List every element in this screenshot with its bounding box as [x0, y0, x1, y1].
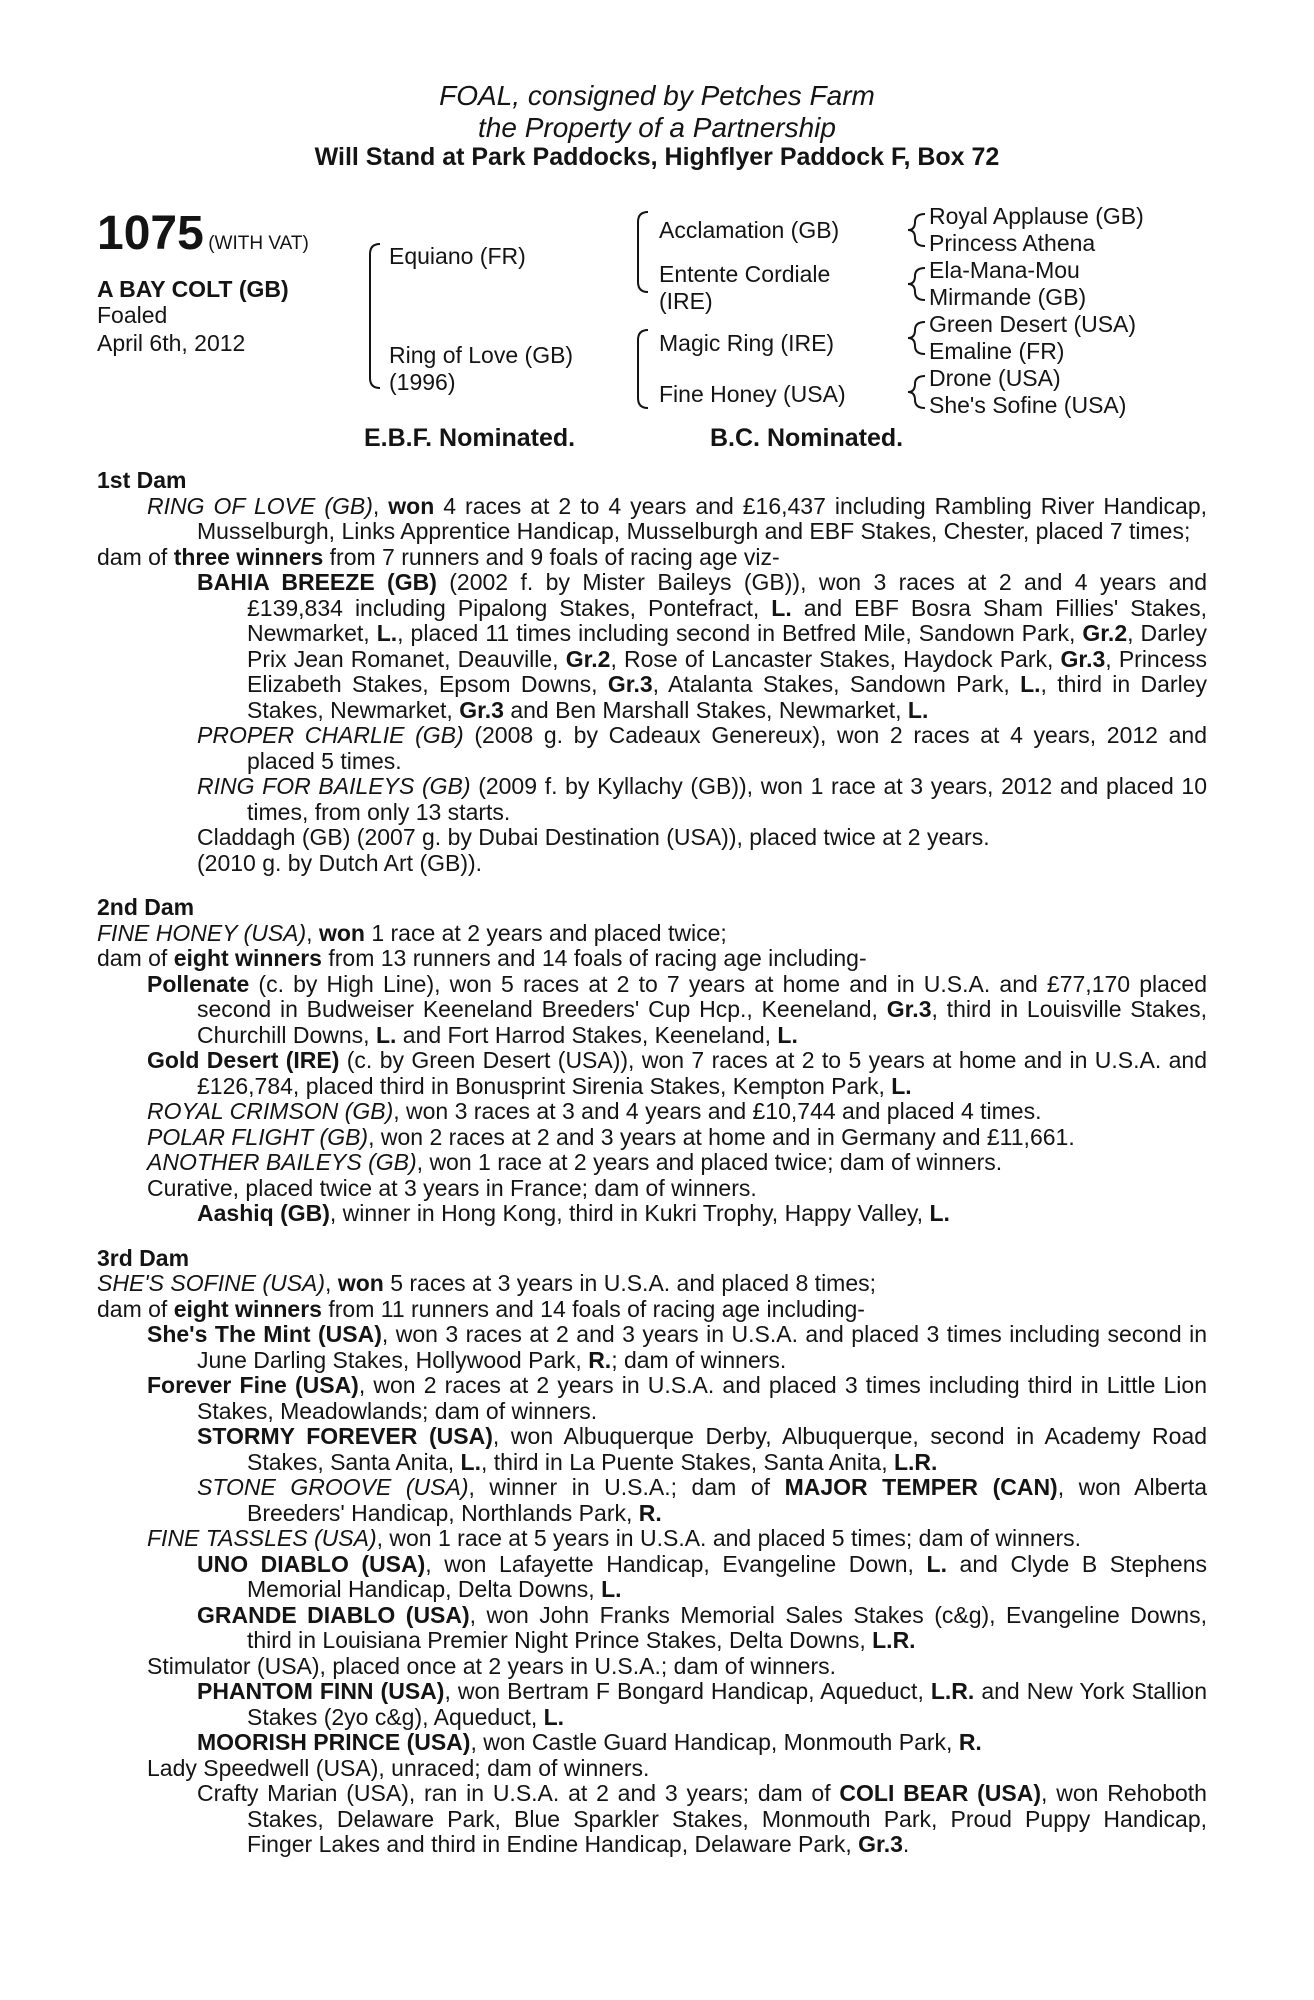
- text: , won 3 races at 3 and 4 years and £10,744 and placed 4 times.: [393, 1098, 1042, 1124]
- text: (2008 g. by Cadeaux Genereux), won 2 races at 4 years, 2012 and placed 5 times.: [247, 722, 1207, 774]
- bold-text: L.: [375, 1021, 397, 1048]
- section-heading: [97, 468, 1207, 494]
- pedigree-ggp-6: Emaline (FR): [929, 338, 1065, 364]
- record-paragraph: [97, 1424, 1207, 1475]
- record-paragraph: [97, 1322, 1207, 1373]
- italic-text: POLAR FLIGHT (GB): [147, 1123, 369, 1150]
- bold-text: won: [318, 919, 365, 946]
- italic-text: ANOTHER BAILEYS (GB): [147, 1149, 417, 1175]
- bold-text: L.R.: [872, 1627, 916, 1653]
- record-paragraph: [97, 946, 1207, 972]
- text: and Ben Marshall Stakes, Newmarket,: [503, 696, 908, 723]
- bold-text: L.: [777, 1021, 798, 1048]
- bold-text: She's The Mint (USA): [147, 1321, 382, 1347]
- text: , Rose of Lancaster Stakes, Haydock Park,: [610, 645, 1061, 672]
- record-paragraph: [97, 1781, 1207, 1858]
- bold-text: L.: [907, 696, 929, 723]
- pedigree-sire: Equiano (FR): [389, 243, 526, 269]
- bracket-dam-generation-2: [638, 330, 648, 408]
- text: ,: [325, 1270, 338, 1296]
- text: (2010 g. by Dutch Art (GB)).: [197, 849, 483, 876]
- text: Stimulator (USA), placed once at 2 years in U.S.A.; dam of winners.: [147, 1652, 837, 1679]
- bold-text: Gold Desert (IRE): [147, 1047, 340, 1073]
- pedigree-ggp-3: Ela-Mana-Mou: [929, 257, 1080, 283]
- text: , won 2 races at 2 and 3 years at home and in Germany and £11,661.: [368, 1123, 1075, 1150]
- pedigree-ggp-7: Drone (USA): [929, 365, 1061, 391]
- bold-text: Gr.3: [886, 996, 932, 1022]
- pedigree-ggp-1: Royal Applause (GB): [929, 203, 1144, 229]
- text: Lady Speedwell (USA), unraced; dam of winners.: [147, 1754, 650, 1781]
- italic-text: RING OF LOVE (GB): [147, 492, 373, 519]
- pedigree-sire-dam: Entente Cordiale: [659, 261, 831, 287]
- text: , Princess Elizabeth Stakes, Epsom Downs,: [247, 645, 1208, 697]
- bold-text: three winners: [173, 543, 324, 570]
- text: (2002 f. by Mister Baileys (GB)), won 3 races at 2 and 4 years and £139,834 including Pipalong Stakes, Pontefract,: [247, 569, 1207, 621]
- section-heading: [97, 1246, 1207, 1272]
- text: and Clyde B Stephens Memorial Handicap, Delta Downs,: [247, 1550, 1207, 1602]
- text: , won Rehoboth Stakes, Delaware Park, Blue Sparkler Stakes, Monmouth Park, Proud Puppy Handicap, Finger Lakes and third in Endine Handicap, Delaware Park,: [247, 1780, 1207, 1857]
- text: , won 1 race at 2 years and placed twice; dam of winners.: [416, 1149, 1003, 1175]
- bold-text: L.: [929, 1200, 950, 1226]
- text: and New York Stallion Stakes (2yo c&g), Aqueduct,: [247, 1678, 1207, 1730]
- bold-text: Gr.2: [1082, 620, 1128, 646]
- section-heading: [97, 895, 1207, 921]
- consignor-line: FOAL, consigned by Petches Farm: [439, 80, 875, 111]
- italic-text: FINE TASSLES (USA): [147, 1525, 377, 1551]
- text: 1 race at 2 years and placed twice;: [364, 919, 727, 946]
- italic-text: FINE HONEY (USA): [97, 919, 307, 946]
- record-paragraph: [97, 723, 1207, 774]
- text: ,: [306, 919, 319, 946]
- text: , winner in U.S.A.; dam of: [468, 1474, 785, 1500]
- record-paragraph: [97, 570, 1207, 723]
- text: ,: [372, 492, 389, 519]
- text: and EBF Bosra Sham Fillies' Stakes, Newmarket,: [247, 594, 1207, 646]
- text: , third in La Puente Stakes, Santa Anita,: [480, 1448, 894, 1475]
- text: dam of: [97, 945, 174, 971]
- italic-text: SHE'S SOFINE (USA): [97, 1270, 326, 1296]
- lot-number: 1075: [97, 207, 204, 260]
- record-paragraph: [97, 1679, 1207, 1730]
- pedigree-sire-sire: Acclamation (GB): [659, 217, 840, 243]
- pedigree-dam: Ring of Love (GB): [389, 342, 574, 368]
- text: , placed 11 times including second in Betfred Mile, Sandown Park,: [397, 620, 1083, 646]
- record-paragraph: [97, 825, 1207, 851]
- text: and Fort Harrod Stakes, Keeneland,: [396, 1021, 778, 1048]
- text: (2009 f. by Kyllachy (GB)), won 1 race at 3 years, 2012 and placed 10 times, from only 13 starts.: [247, 773, 1207, 825]
- bracket-g4: [908, 376, 925, 408]
- record-paragraph: [97, 494, 1207, 545]
- italic-text: PROPER CHARLIE (GB): [197, 722, 464, 748]
- pedigree-dam-sire: Magic Ring (IRE): [659, 330, 835, 356]
- bracket-g1: [908, 214, 925, 246]
- record-paragraph: [97, 1373, 1207, 1424]
- bold-text: MAJOR TEMPER (CAN): [784, 1474, 1058, 1500]
- text: (c. by Green Desert (USA)), won 7 races at 2 to 5 years at home and in U.S.A. and £126,784, placed third in Bonusprint Sirenia Stakes, Kempton Park,: [197, 1047, 1207, 1099]
- bold-text: L.: [376, 620, 398, 646]
- text: , won Lafayette Handicap, Evangeline Down,: [425, 1550, 927, 1577]
- text: , third in Darley Stakes, Newmarket,: [247, 671, 1207, 723]
- text: (c. by High Line), won 5 races at 2 to 7 years at home and in U.S.A. and £77,170 placed second in Budweiser Keeneland Breeders' Cup Hcp., Keeneland,: [197, 970, 1207, 1022]
- text: Crafty Marian (USA), ran in U.S.A. at 2 and 3 years; dam of: [197, 1780, 840, 1806]
- bold-text: Gr.3: [459, 696, 504, 723]
- pedigree-sire-dam-origin: (IRE): [659, 288, 713, 314]
- record-paragraph: [97, 1176, 1207, 1202]
- record-paragraph: [97, 1603, 1207, 1654]
- bold-text: L.: [460, 1448, 481, 1475]
- record-paragraph: [97, 1526, 1207, 1552]
- bold-text: Aashiq (GB): [197, 1200, 330, 1226]
- italic-text: ROYAL CRIMSON (GB): [147, 1098, 394, 1124]
- record-paragraph: [97, 1099, 1207, 1125]
- text: , won 2 races at 2 years in U.S.A. and placed 3 times including third in Little Lion Stakes, Meadowlands; dam of winners.: [197, 1372, 1207, 1424]
- bold-text: R.: [638, 1499, 662, 1526]
- bold-text: won: [337, 1270, 384, 1296]
- lot-title: A BAY COLT (GB): [97, 276, 289, 302]
- record-paragraph: [97, 1125, 1207, 1151]
- bold-text: GRANDE DIABLO (USA): [197, 1601, 470, 1628]
- text: dam of: [97, 1295, 174, 1322]
- text: 1st Dam: [97, 467, 187, 493]
- text: from 7 runners and 9 foals of racing age viz-: [323, 543, 780, 570]
- record-paragraph: [97, 1271, 1207, 1297]
- text: , won Bertram F Bongard Handicap, Aqueduct,: [444, 1678, 931, 1704]
- italic-text: RING FOR BAILEYS (GB): [197, 773, 471, 799]
- bold-text: COLI BEAR (USA): [839, 1780, 1042, 1806]
- text: , won Alberta Breeders' Handicap, Northlands Park,: [247, 1474, 1207, 1526]
- record-paragraph: [97, 1475, 1207, 1526]
- bold-text: L.R.: [893, 1448, 938, 1475]
- text: , won 1 race at 5 years in U.S.A. and placed 5 times; dam of winners.: [376, 1525, 1082, 1551]
- bold-text: eight winners: [173, 945, 322, 971]
- record-paragraph: [97, 1297, 1207, 1323]
- text: .: [902, 1831, 910, 1857]
- bold-text: L.: [771, 594, 792, 621]
- italic-text: STONE GROOVE (USA): [197, 1474, 469, 1500]
- bold-text: MOORISH PRINCE (USA): [197, 1729, 471, 1755]
- pedigree-ggp-8: She's Sofine (USA): [929, 392, 1127, 418]
- bold-text: won: [388, 492, 435, 519]
- bracket-g2: [908, 268, 925, 300]
- pedigree-dam-dam: Fine Honey (USA): [659, 381, 846, 407]
- ebf-nomination: E.B.F. Nominated.: [364, 424, 576, 452]
- record-paragraph: [97, 1756, 1207, 1782]
- record-paragraph: [97, 851, 1207, 877]
- record-paragraph: [97, 774, 1207, 825]
- record-paragraph: [97, 921, 1207, 947]
- bold-text: L.: [543, 1703, 565, 1730]
- pedigree-ggp-4: Mirmande (GB): [929, 284, 1087, 310]
- text: , third in Louisville Stakes, Churchill Downs,: [197, 996, 1207, 1048]
- foaled-date: April 6th, 2012: [97, 330, 246, 356]
- bold-text: L.: [601, 1576, 622, 1602]
- record-paragraph: [97, 972, 1207, 1049]
- text: , Atalanta Stakes, Sandown Park,: [652, 671, 1021, 697]
- stabling-line: Will Stand at Park Paddocks, Highflyer Paddock F, Box 72: [314, 143, 1000, 171]
- text: 4 races at 2 to 4 years and £16,437 including Rambling River Handicap, Musselburgh, Links Apprentice Handicap, Musselburgh and EBF Stakes, Chester, placed 7 times;: [197, 492, 1207, 544]
- pedigree-ggp-2: Princess Athena: [929, 230, 1096, 256]
- record-paragraph: [97, 1201, 1207, 1227]
- record-paragraph: [97, 1048, 1207, 1099]
- record-paragraph: [97, 1552, 1207, 1603]
- bold-text: eight winners: [173, 1295, 322, 1322]
- text: Curative, placed twice at 3 years in France; dam of winners.: [147, 1174, 757, 1201]
- bold-text: L.: [891, 1072, 912, 1099]
- bold-text: Forever Fine (USA): [147, 1372, 359, 1398]
- bold-text: UNO DIABLO (USA): [197, 1550, 426, 1577]
- text: , won 3 races at 2 and 3 years in U.S.A. and placed 3 times including second in June Darling Stakes, Hollywood Park,: [197, 1321, 1207, 1373]
- bracket-g3: [908, 322, 925, 354]
- bold-text: R.: [588, 1346, 612, 1373]
- bracket-sire-generation-2: [638, 212, 648, 292]
- family-details: [97, 468, 1207, 1858]
- bold-text: L.: [1020, 671, 1041, 697]
- text: 3rd Dam: [97, 1244, 190, 1271]
- bold-text: PHANTOM FINN (USA): [197, 1678, 445, 1704]
- text: , won John Franks Memorial Sales Stakes (c&g), Evangeline Downs, third in Louisiana Premier Night Prince Stakes, Delta Downs,: [247, 1601, 1207, 1653]
- bc-nomination: B.C. Nominated.: [710, 424, 904, 452]
- bracket-generation-1: [370, 244, 380, 388]
- text: , won Albuquerque Derby, Albuquerque, second in Academy Road Stakes, Santa Anita,: [247, 1423, 1207, 1475]
- bold-text: Gr.3: [858, 1831, 903, 1857]
- bold-text: STORMY FOREVER (USA): [197, 1423, 493, 1449]
- text: 5 races at 3 years in U.S.A. and placed 8 times;: [383, 1270, 877, 1296]
- bold-text: BAHIA BREEZE (GB): [197, 569, 437, 595]
- text: dam of: [97, 543, 174, 570]
- bold-text: R.: [958, 1729, 982, 1755]
- ownership-line: the Property of a Partnership: [478, 112, 836, 143]
- pedigree-dam-year: (1996): [389, 369, 456, 395]
- pedigree-ggp-5: Green Desert (USA): [929, 311, 1137, 337]
- text: from 13 runners and 14 foals of racing age including-: [321, 945, 867, 971]
- bold-text: Gr.3: [607, 671, 653, 697]
- text: , winner in Hong Kong, third in Kukri Trophy, Happy Valley,: [329, 1200, 930, 1226]
- bold-text: L.: [926, 1550, 947, 1577]
- record-paragraph: [97, 545, 1207, 571]
- text: , Darley Prix Jean Romanet, Deauville,: [247, 620, 1207, 672]
- bold-text: Gr.2: [565, 645, 611, 672]
- text: from 11 runners and 14 foals of racing age including-: [321, 1295, 865, 1322]
- vat-note: (WITH VAT): [208, 233, 309, 254]
- foaled-label: Foaled: [97, 302, 168, 328]
- bold-text: Pollenate: [147, 970, 250, 997]
- record-paragraph: [97, 1150, 1207, 1176]
- text: ; dam of winners.: [611, 1346, 787, 1373]
- text: , won Castle Guard Handicap, Monmouth Park,: [470, 1729, 959, 1755]
- bold-text: L.R.: [930, 1678, 975, 1704]
- record-paragraph: [97, 1730, 1207, 1756]
- bold-text: Gr.3: [1060, 645, 1106, 672]
- text: Claddagh (GB) (2007 g. by Dubai Destination (USA)), placed twice at 2 years.: [197, 824, 990, 850]
- text: 2nd Dam: [97, 894, 195, 920]
- record-paragraph: [97, 1654, 1207, 1680]
